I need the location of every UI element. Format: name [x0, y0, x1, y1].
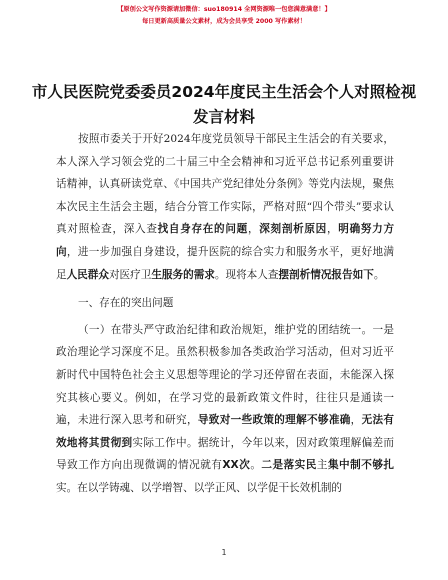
text-run: 。现将本人查 — [214, 268, 279, 281]
bold-run: 深刻剖析原因 — [259, 223, 327, 236]
bold-run: 导致对一些政策的理解不够准确 — [197, 414, 351, 427]
text-run: （一）在带头严守政治纪律和政治规矩，维护党的团结统一。一是政治理论学习深度不足。虽然积极参加各类政治学习活动，但对习近平新时代中国特色社会主义思想等理论的学习还停留在表面，未能深入探究其核心要义。例如，在学习党的最新政策文件时，往往只是通读一遍，未进行深入思考和研究， — [56, 323, 394, 427]
bold-run: 找自身存在的问题 — [157, 223, 248, 236]
bold-run: XX次 — [222, 459, 251, 472]
document-body — [56, 128, 394, 500]
text-run: 。 — [373, 268, 385, 281]
bold-run: 集中制不够扎 — [327, 459, 395, 472]
intro-paragraph — [56, 128, 394, 286]
bold-run: 生服务的需求 — [151, 268, 215, 281]
text-run: ， — [326, 223, 339, 236]
section-heading: 一、存在的突出问题 — [78, 297, 174, 310]
text-run: ，进一步加强自身建设，提升医院的综合实力和服务水平，更好地满足 — [56, 245, 395, 281]
text-run: 按照市委关于开好2024年度党员领导干部民主生活会的有关要求，本人深入学习领会党的二十届三中全会精神和习近平总书记系列重要讲话精神，认真研读党章、《中国共产党纪律处分条例》等党内法规，聚焦本次民主生活会主题，结合分管工作实际，严格对照“四个带头”要求认真对照检查，深入查 — [56, 133, 394, 236]
header-banner — [0, 4, 448, 28]
bold-run: 明确努力方向 — [56, 223, 395, 258]
bold-run: 无法有效地将其贯彻到 — [56, 414, 395, 449]
banner-line-1: 【原创公文写作资源请加微信：suo180914 全网资源唯一包您满意满意！】 — [117, 6, 331, 13]
text-run: 。 — [250, 459, 262, 472]
page-number: 1 — [221, 548, 227, 557]
banner-line-2: 每日更新高质量公文素材，成为会员享受 2000 写作素材！ — [142, 18, 306, 25]
text-run: 实。在以学铸魂、以学增智、以学正风、以学促干长效机制的 — [56, 481, 343, 494]
bold-run: 摆剖析情况报告如下 — [278, 268, 374, 281]
text-run: ， — [350, 414, 362, 427]
text-run: 实际工作中。据统计，今年以来，因对政策理解偏差而导致工作方向出现微调的情况就有 — [56, 436, 395, 472]
text-run: 主 — [316, 459, 328, 472]
text-run: 对医疗卫 — [108, 268, 152, 281]
document-title: 市人民医院党委委员2024年度民主生活会个人对照检视发言材料 — [31, 83, 417, 126]
section-paragraph — [56, 319, 394, 500]
bold-run: 二是落实民 — [261, 459, 317, 472]
bold-run: 人民群众 — [66, 268, 109, 281]
text-run: ， — [247, 223, 260, 236]
